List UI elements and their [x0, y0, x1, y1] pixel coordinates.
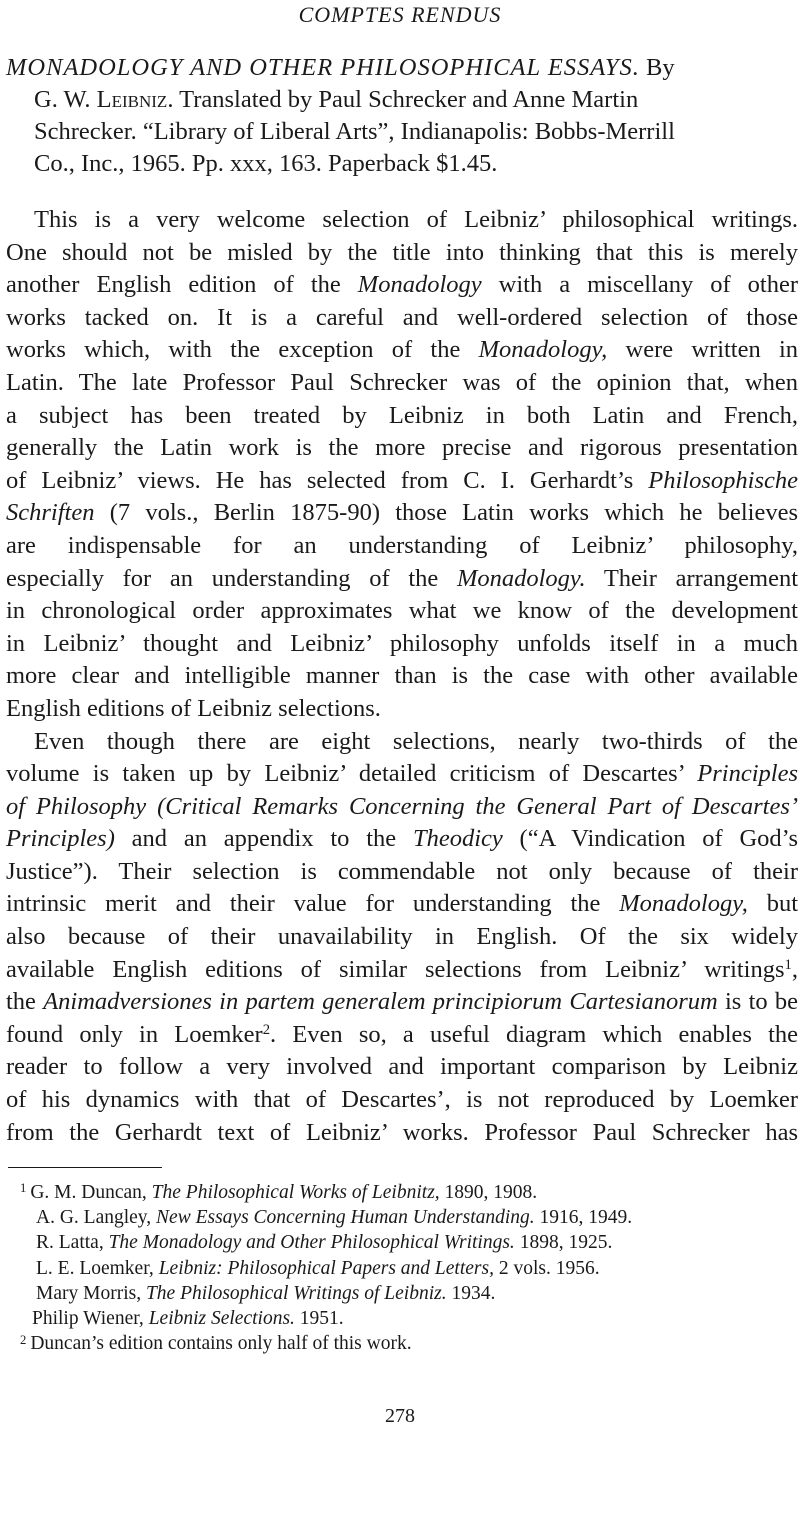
citation-line-3: Schrecker. “Library of Liberal Arts”, Indianapolis: Bobbs-Merrill	[34, 118, 675, 145]
citation-line-1: MONADOLOGY AND OTHER PHILOSOPHICAL ESSAYS. By	[6, 54, 675, 81]
book-title: MONADOLOGY AND OTHER PHILOSOPHICAL ESSAYS.	[6, 54, 640, 81]
footnote-divider	[8, 1167, 162, 1168]
footnote-2: $^2$ Duncan’s edition contains only half of this work.	[20, 1332, 412, 1355]
citation-line-2: G. W. Leibniz. Translated by Paul Schrecker and Anne Martin	[34, 86, 639, 113]
paragraph-2: Even though there are eight selections, nearly two-thirds of the volume is taken up by Leibniz’ detailed criticism of Descartes’ Principles of Philosophy (Critical Remarks Concerning the General Part of Descartes’ Principles) and an appendix to the Theodicy (“A Vindication of God’s Justice”). Their selection is commendable not only because of their intrinsic merit and their value for understanding the Monadology, but also because of their unavailability in English. Of the six widely available English editions of similar selections from Leibniz’ writings$^1$, the Animadversiones in partem generalem principiorum Cartesianorum is to be found only in Loemker$^2$. Even so, a useful diagram which enables the reader to follow a very involved and important comparison by Leibniz of his dynamics with that of Descartes’, is not reproduced by Loemker from the Gerhardt text of Leibniz’ works. Professor Paul Schrecker has	[6, 727, 799, 1146]
footnotes	[20, 1180, 790, 1356]
footnote-1: $^1$ G. M. Duncan, The Philosophical Works of Leibnitz, 1890, 1908. A. G. Langley, New Essays Concerning Human Understanding. 1916, 1949. R. Latta, The Monadology and Other Philosophical Writings. 1898, 1925. L. E. Loemker, Leibniz: Philosophical Papers and Letters, 2 vols. 1956. Mary Morris, The Philosophical Writings of Leibniz. 1934. Philip Wiener, Leibniz Selections. 1951.	[20, 1181, 633, 1330]
author-surname: Leibniz.	[96, 86, 174, 113]
citation-line-4: Co., Inc., 1965. Pp. xxx, 163. Paperback $1.45.	[34, 150, 498, 177]
paragraph-1: This is a very welcome selection of Leibniz’ philosophical writings. One should not be misled by the title into thinking that this is merely another English edition of the Monadology with a miscellany of other works tacked on. It is a careful and well-ordered selection of those works which, with the exception of the Monadology, were written in Latin. The late Professor Paul Schrecker was of the opinion that, when a subject has been treated by Leibniz in both Latin and French, generally the Latin work is the more precise and rigorous presentation of Leibniz’ views. He has selected from C. I. Gerhardt’s Philosophische Schriften (7 vols., Berlin 1875-90) those Latin works which he believes are indispensable for an understanding of Leibniz’ philosophy, especially for an understanding of the Monadology. Their arrangement in chronological order approximates what we know of the development in Leibniz’ thought and Leibniz’ philosophy unfolds itself in a much more clear and intelligible manner than is the case with other available English editions of Leibniz selections.	[6, 206, 799, 722]
book-citation	[6, 52, 796, 180]
footnote-ref-2[interactable]: 2	[262, 1021, 271, 1038]
author-initials: G. W.	[34, 86, 91, 113]
running-head: COMPTES RENDUS	[298, 2, 502, 27]
footnote-ref-1[interactable]: 1	[784, 956, 792, 973]
page-number: 278	[385, 1405, 415, 1427]
review-body	[6, 204, 798, 1149]
